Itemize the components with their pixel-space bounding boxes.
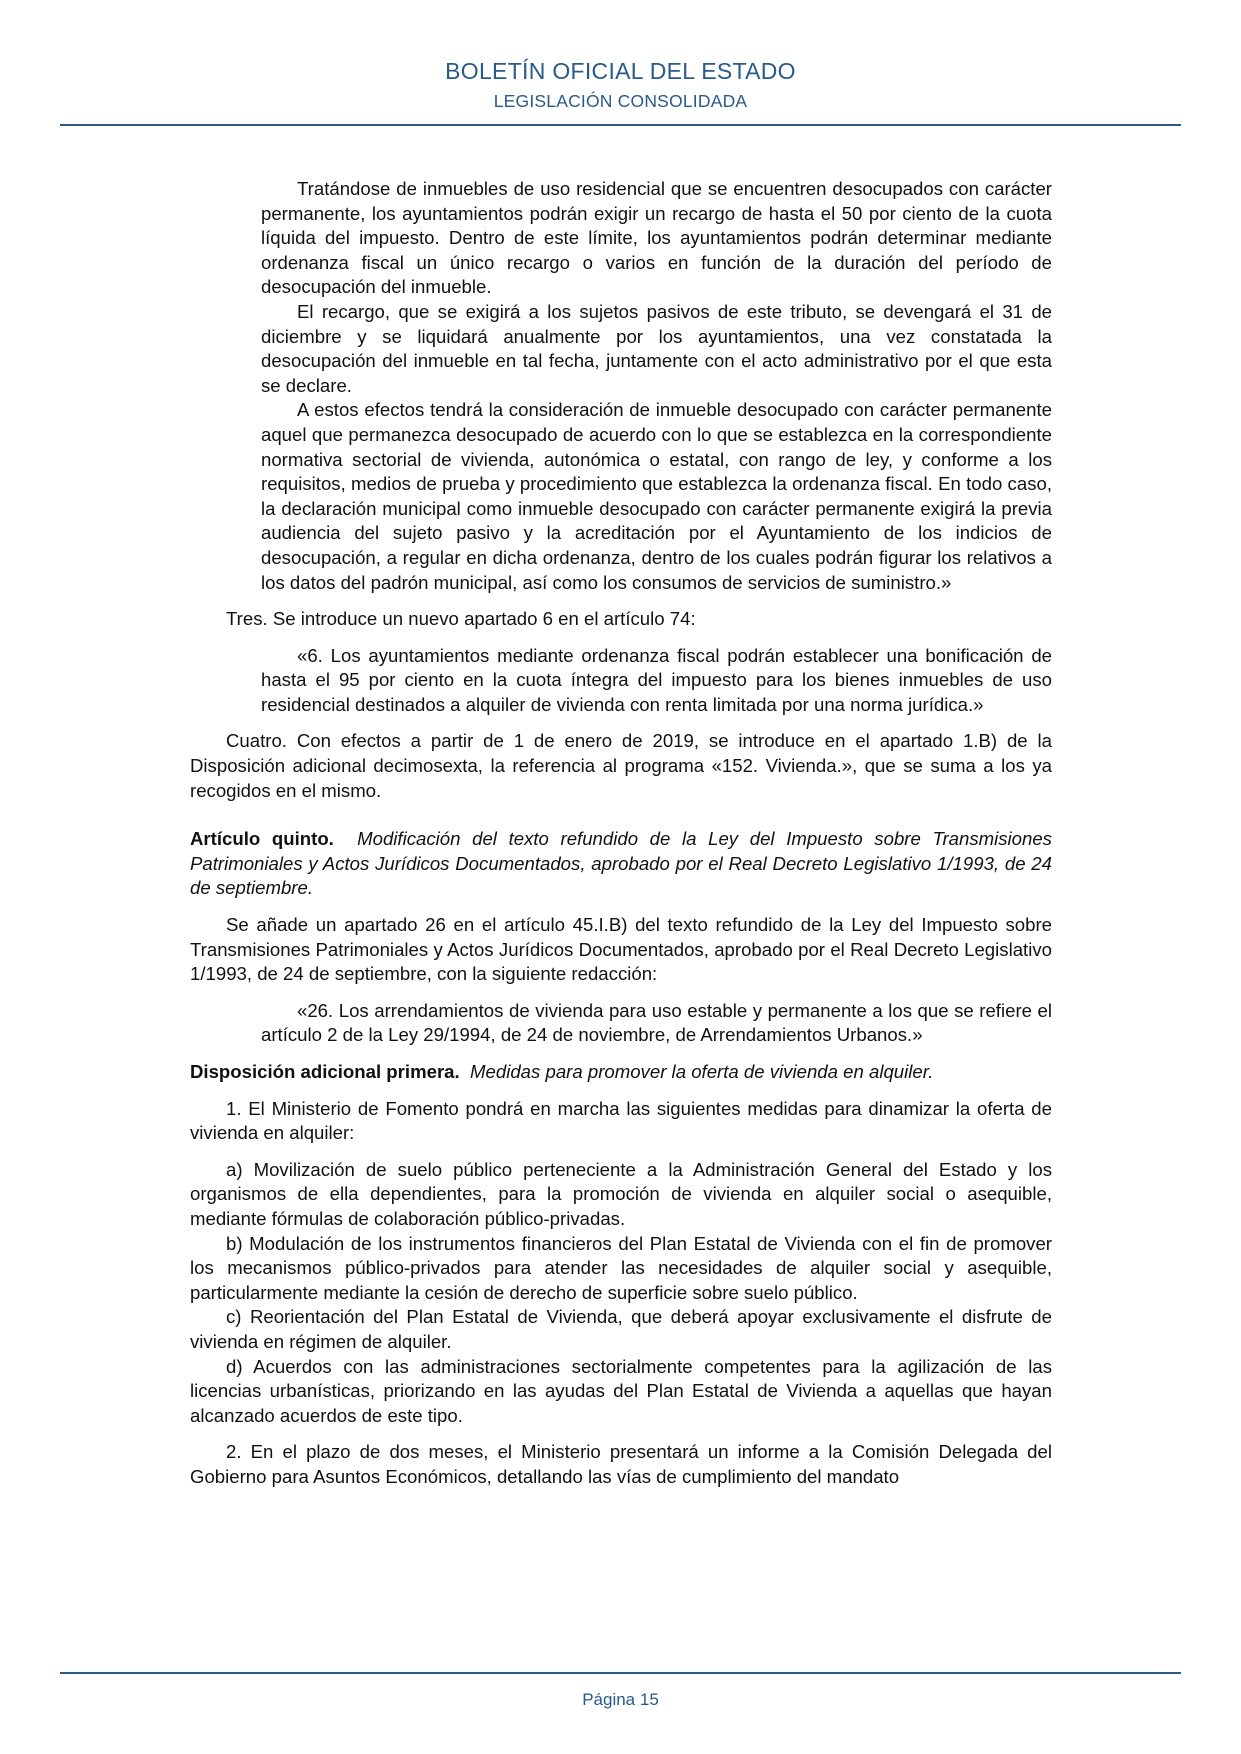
provision-title: Medidas para promover la oferta de vivienda en alquiler. bbox=[470, 1061, 934, 1082]
provision-label: Disposición adicional primera. bbox=[190, 1061, 460, 1082]
paragraph-cuatro: Cuatro. Con efectos a partir de 1 de enero de 2019, se introduce en el apartado 1.B) de la Disposición adicional decimosexta, la referencia al programa «152. Vivienda.», que se suma a los ya recogidos en el mismo. bbox=[190, 730, 1052, 801]
paragraph: Tratándose de inmuebles de uso residencial que se encuentren desocupados con carácter permanente, los ayuntamientos podrán exigir un recargo de hasta el 50 por ciento de la cuota líquida del impuesto. Dentro de este límite, los ayuntamientos podrán determinar mediante ordenanza fiscal un único recargo o varios en función de la duración del período de desocupación del inmueble. bbox=[261, 178, 1052, 298]
quoted-block-arrendamientos bbox=[190, 999, 1052, 1048]
paragraph: «26. Los arrendamientos de vivienda para uso estable y permanente a los que se refiere el artículo 2 de la Ley 29/1994, de 24 de noviembre, de Arrendamientos Urbanos.» bbox=[261, 999, 1052, 1046]
quoted-block-recargo bbox=[190, 177, 1052, 595]
header-divider bbox=[60, 124, 1181, 126]
paragraph: Se añade un apartado 26 en el artículo 45.I.B) del texto refundido de la Ley del Impuesto sobre Transmisiones Patrimoniales y Actos Jurídicos Documentados, aprobado por el Real Decreto Legislativo 1/1993, de 24 de septiembre, con la siguiente redacción: bbox=[190, 914, 1052, 985]
paragraph: 1. El Ministerio de Fomento pondrá en marcha las siguientes medidas para dinamizar la oferta de vivienda en alquiler: bbox=[190, 1097, 1052, 1144]
list-item: b) Modulación de los instrumentos financieros del Plan Estatal de Vivienda con el fin de promover los mecanismos público-privados para atender las necesidades de alquiler social y asequible, particularmente mediante la cesión de derecho de superficie sobre suelo público. bbox=[190, 1232, 1052, 1303]
list-item: a) Movilización de suelo público perteneciente a la Administración General del Estado y los organismos de ella dependientes, para la promoción de vivienda en alquiler social o asequible, mediante fórmulas de colaboración público-privadas. bbox=[190, 1158, 1052, 1229]
article-heading bbox=[190, 827, 1052, 901]
provision-heading bbox=[190, 1060, 1052, 1085]
list-item: c) Reorientación del Plan Estatal de Vivienda, que deberá apoyar exclusivamente el disfrute de vivienda en régimen de alquiler. bbox=[190, 1306, 1052, 1352]
article-title: Modificación del texto refundido de la Ley del Impuesto sobre Transmisiones Patrimoniales y Actos Jurídicos Documentados, aprobado por el Real Decreto Legislativo 1/1993, de 24 de septiembre. bbox=[190, 828, 1052, 899]
journal-title: BOLETÍN OFICIAL DEL ESTADO bbox=[445, 58, 796, 84]
list-item: d) Acuerdos con las administraciones sectorialmente competentes para la agilización de las licencias urbanísticas, priorizando en las ayudas del Plan Estatal de Vivienda a aquellas que hayan alcanzado acuerdos de este tipo. bbox=[190, 1355, 1052, 1426]
article-label: Artículo quinto. bbox=[190, 828, 334, 850]
paragraph: El recargo, que se exigirá a los sujetos pasivos de este tributo, se devengará el 31 de diciembre y se liquidará anualmente por los ayuntamientos, una vez constatada la desocupación del inmueble en tal fecha, juntamente con el acto administrativo por el que esta se declare. bbox=[261, 300, 1052, 396]
measures-list bbox=[190, 1158, 1052, 1429]
quoted-block-bonificacion bbox=[190, 644, 1052, 718]
paragraph: 2. En el plazo de dos meses, el Ministerio presentará un informe a la Comisión Delegada del Gobierno para Asuntos Económicos, detallando las vías de cumplimiento del mandato bbox=[190, 1441, 1052, 1487]
page-number: Página 15 bbox=[582, 1690, 659, 1709]
document-body bbox=[190, 177, 1052, 1490]
footer-divider bbox=[60, 1672, 1181, 1674]
journal-subtitle: LEGISLACIÓN CONSOLIDADA bbox=[493, 91, 748, 111]
paragraph: A estos efectos tendrá la consideración de inmueble desocupado con carácter permanente aquel que permanezca desocupado de acuerdo con lo que se establezca en la correspondiente normativa sectorial de vivienda, autonómica o estatal, con rango de ley, y conforme a los requisitos, medios de prueba y procedimiento que establezca la ordenanza fiscal. En todo caso, la declaración municipal como inmueble desocupado con carácter permanente exigirá la previa audiencia del sujeto pasivo y la acreditación por el Ayuntamiento de los indicios de desocupación, a regular en dicha ordenanza, dentro de los cuales podrán figurar los relativos a los datos del padrón municipal, así como los consumos de servicios de suministro.» bbox=[261, 399, 1052, 593]
paragraph: «6. Los ayuntamientos mediante ordenanza fiscal podrán establecer una bonificación de hasta el 95 por ciento en la cuota íntegra del impuesto para los bienes inmuebles de uso residencial destinados a alquiler de vivienda con renta limitada por una norma jurídica.» bbox=[261, 644, 1052, 715]
paragraph-tres: Tres. Se introduce un nuevo apartado 6 en el artículo 74: bbox=[226, 608, 696, 630]
